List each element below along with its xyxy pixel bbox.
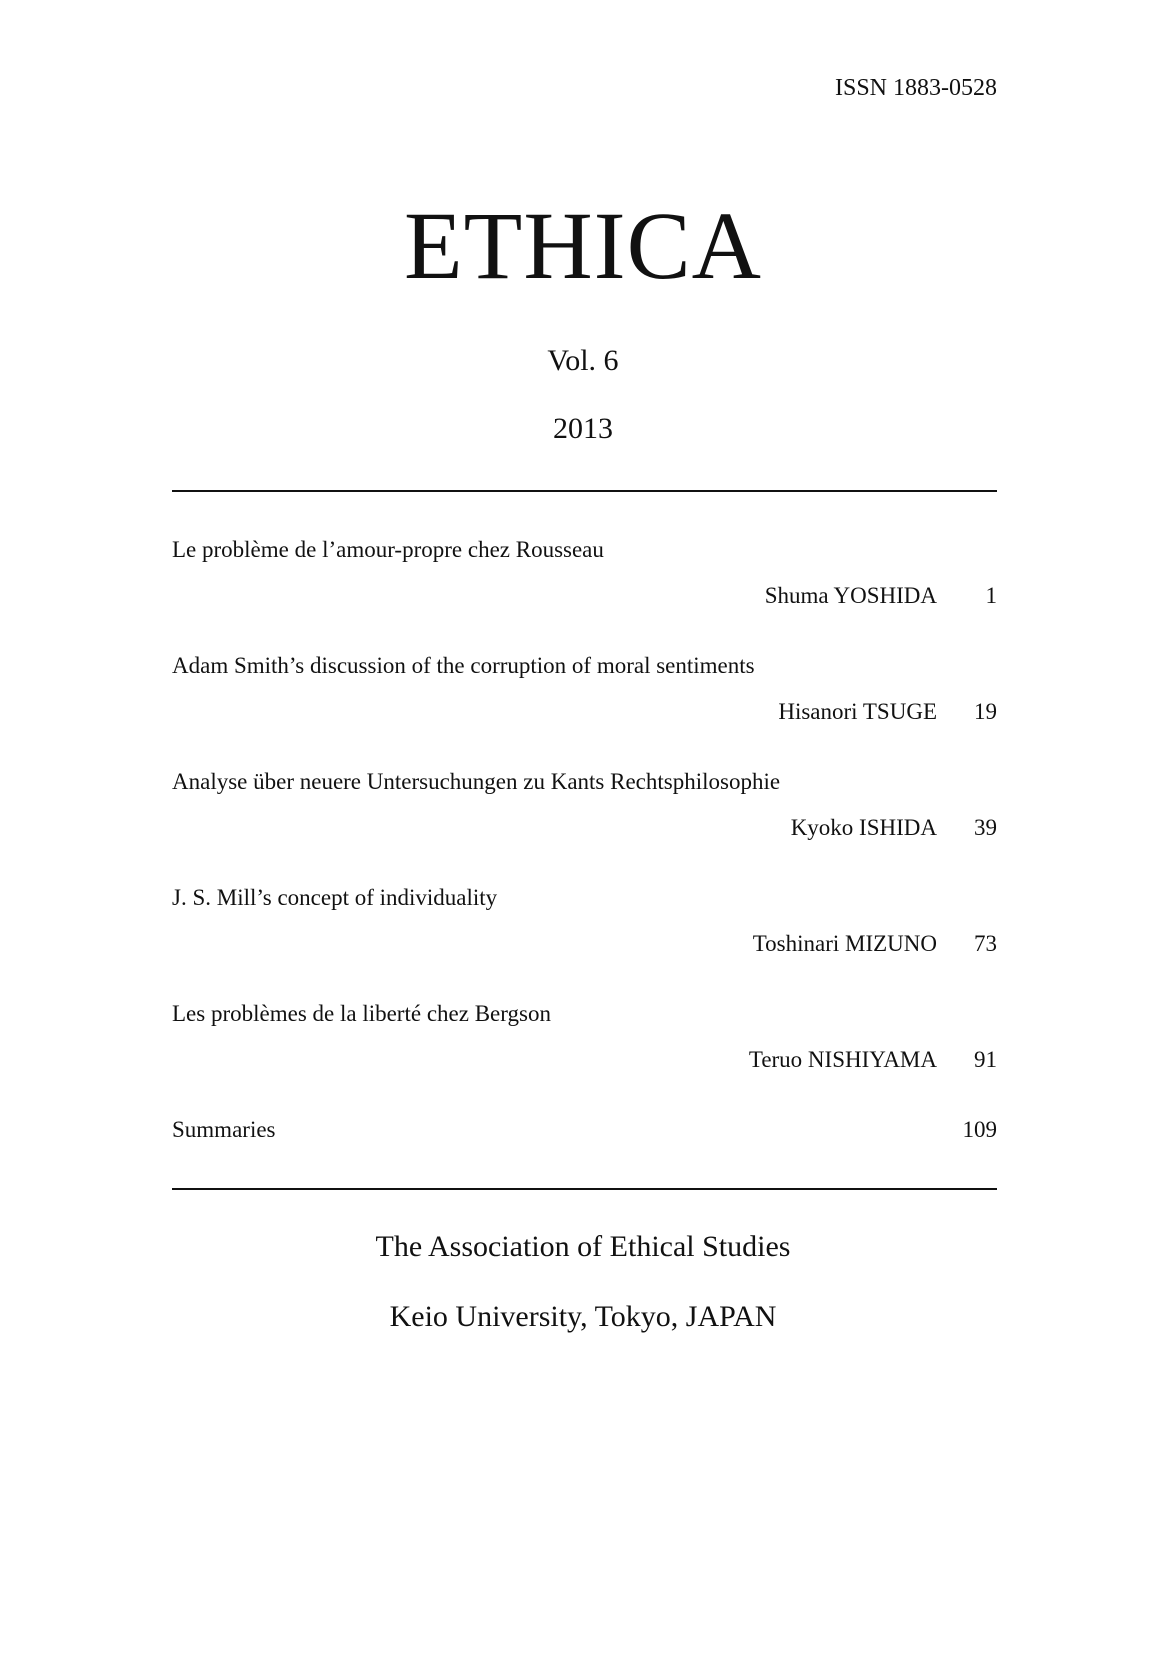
article-title: Le problème de l’amour-propre chez Rousseau [172, 537, 604, 562]
article-author: Shuma YOSHIDA [764, 583, 937, 608]
article-author: Hisanori TSUGE [778, 699, 937, 724]
article-title: Analyse über neuere Untersuchungen zu Kants Rechtsphilosophie [172, 769, 781, 794]
publication-year: 2013 [553, 412, 613, 445]
summaries-page-number: 109 [962, 1117, 997, 1142]
article-page-number: 1 [985, 583, 997, 608]
article-page-number: 19 [974, 699, 997, 724]
article-author: Teruo NISHIYAMA [748, 1047, 937, 1072]
publisher-location: Keio University, Tokyo, JAPAN [389, 1300, 777, 1333]
volume-number: Vol. 6 [547, 344, 619, 377]
toc-entry [172, 878, 997, 994]
article-page-number: 39 [974, 815, 997, 840]
article-title: Adam Smith’s discussion of the corruption of moral sentiments [172, 653, 755, 678]
publisher-name: The Association of Ethical Studies [375, 1230, 791, 1263]
article-page-number: 73 [974, 931, 997, 956]
issn-number: ISSN 1883-0528 [834, 75, 997, 101]
table-of-contents [172, 530, 997, 1110]
article-author: Kyoko ISHIDA [790, 815, 937, 840]
journal-title: ETHICA [404, 192, 762, 299]
summaries-entry [172, 1118, 997, 1148]
toc-entry [172, 762, 997, 878]
toc-entry [172, 646, 997, 762]
article-author: Toshinari MIZUNO [752, 931, 937, 956]
toc-entry [172, 994, 997, 1110]
toc-entry [172, 530, 997, 646]
bottom-divider [172, 1188, 997, 1190]
top-divider [172, 490, 997, 492]
article-page-number: 91 [974, 1047, 997, 1072]
article-title: J. S. Mill’s concept of individuality [172, 885, 498, 910]
article-title: Les problèmes de la liberté chez Bergson [172, 1001, 551, 1026]
summaries-label: Summaries [172, 1117, 276, 1142]
